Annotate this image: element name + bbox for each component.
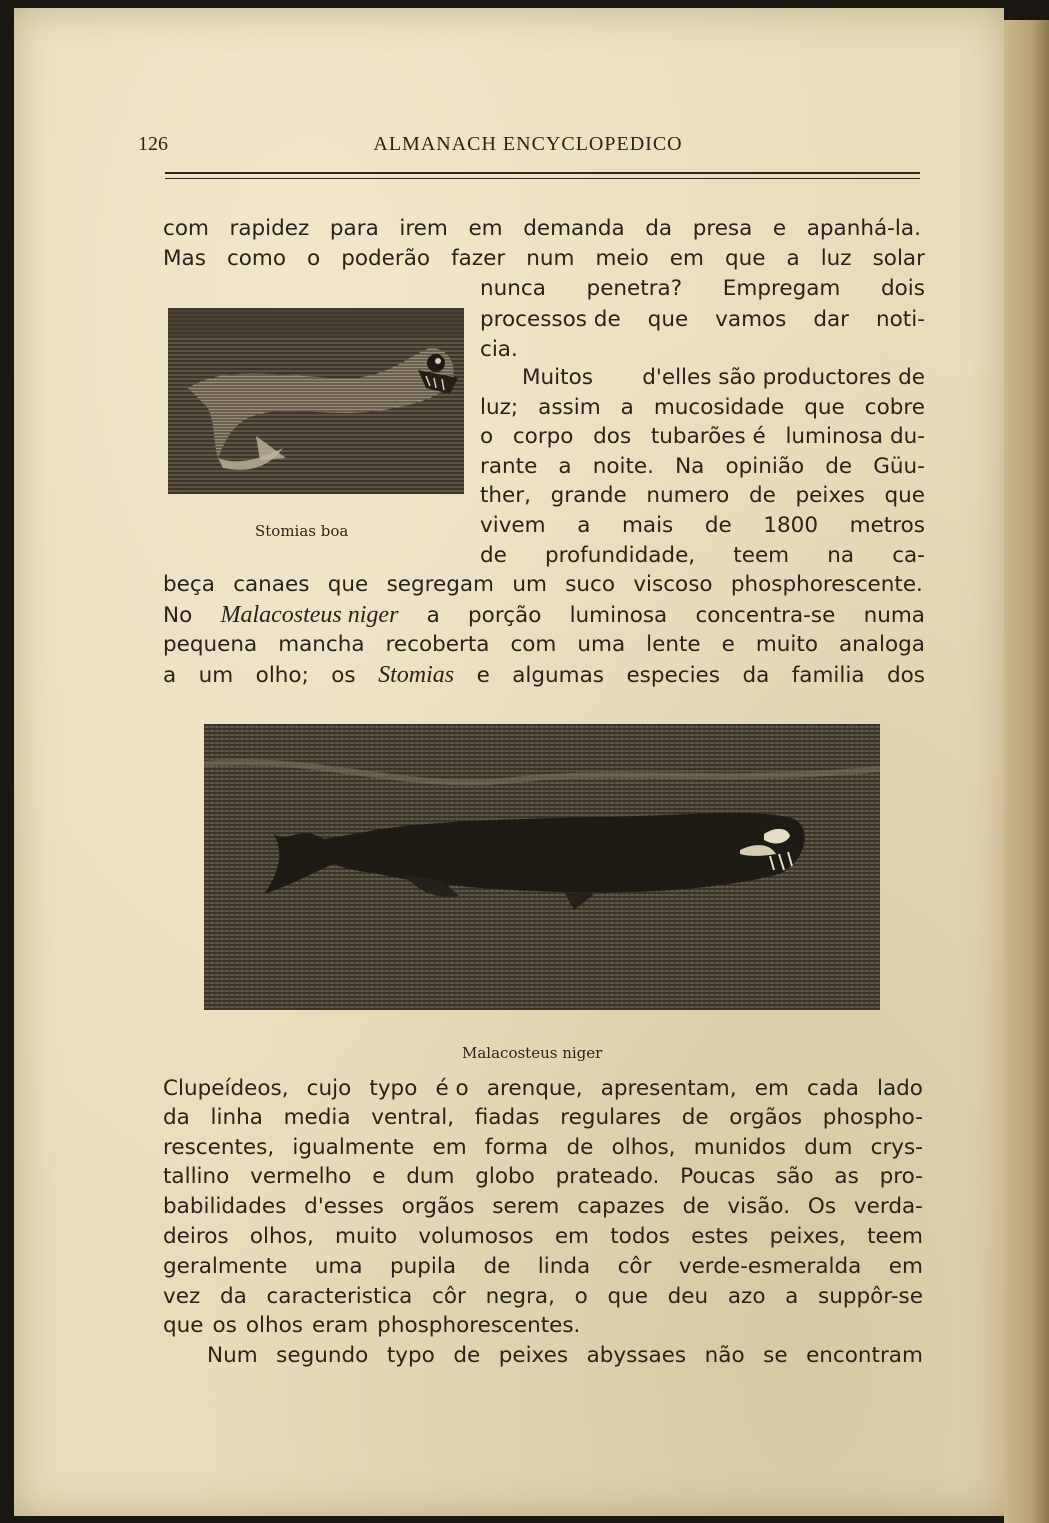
text-line: cia. <box>480 337 518 362</box>
text-line: com rapidez para irem em demanda da presa e apanhá-la. <box>163 216 921 241</box>
text-line: de profundidade, teem na ca- <box>480 543 925 568</box>
text-line: No Malacosteus niger a porção luminosa concentra-se numa <box>163 602 925 628</box>
text-line: deiros olhos, muito volumosos em todos estes peixes, teem <box>163 1224 923 1249</box>
stomias-boa-illustration <box>168 308 464 494</box>
running-head <box>138 133 918 165</box>
text-line: tallino vermelho e dum globo prateado. Poucas são as pro- <box>163 1164 923 1189</box>
text-line: da linha media ventral, fiadas regulares de orgãos phospho- <box>163 1105 923 1130</box>
page-number: 126 <box>138 133 168 155</box>
text-line: ther, grande numero de peixes que <box>480 483 925 508</box>
figure-caption: Malacosteus niger <box>462 1044 603 1062</box>
text-line: rescentes, igualmente em forma de olhos, munidos dum crys- <box>163 1135 923 1160</box>
journal-title: ALMANACH ENCYCLOPEDICO <box>373 133 683 155</box>
figure-caption: Stomias boa <box>255 522 349 540</box>
text-line: geralmente uma pupila de linda côr verde-esmeralda em <box>163 1254 923 1279</box>
page-edge <box>1004 20 1049 1523</box>
text-line: Mas como o poderão fazer num meio em que a luz solar <box>163 246 925 271</box>
text-line: Muitos d'elles são productores de <box>522 365 925 390</box>
text-line: beça canaes que segregam um suco viscoso phosphorescente. <box>163 572 923 597</box>
text-line: vez da caracteristica côr negra, o que deu azo a suppôr-se <box>163 1284 923 1309</box>
text-line: processos de que vamos dar noti- <box>480 307 925 332</box>
text-line: que os olhos eram phosphorescentes. <box>163 1313 581 1338</box>
text-line: babilidades d'esses orgãos serem capazes de visão. Os verda- <box>163 1194 923 1219</box>
text-line: luz; assim a mucosidade que cobre <box>480 395 925 420</box>
header-rule <box>165 172 920 179</box>
text-line: pequena mancha recoberta com uma lente e muito analoga <box>163 632 925 657</box>
text-line: rante a noite. Na opinião de Güu- <box>480 454 925 479</box>
text-line: vivem a mais de 1800 metros <box>480 513 925 538</box>
malacosteus-niger-illustration <box>204 724 880 1010</box>
text-line: a um olho; os Stomias e algumas especies da familia dos <box>163 662 925 688</box>
text-line: Num segundo typo de peixes abyssaes não se encontram <box>207 1343 923 1368</box>
text-line: Clupeídeos, cujo typo é o arenque, apresentam, em cada lado <box>163 1076 923 1101</box>
text-line: o corpo dos tubarões é luminosa du- <box>480 424 925 449</box>
text-line: nunca penetra? Empregam dois <box>480 276 925 301</box>
